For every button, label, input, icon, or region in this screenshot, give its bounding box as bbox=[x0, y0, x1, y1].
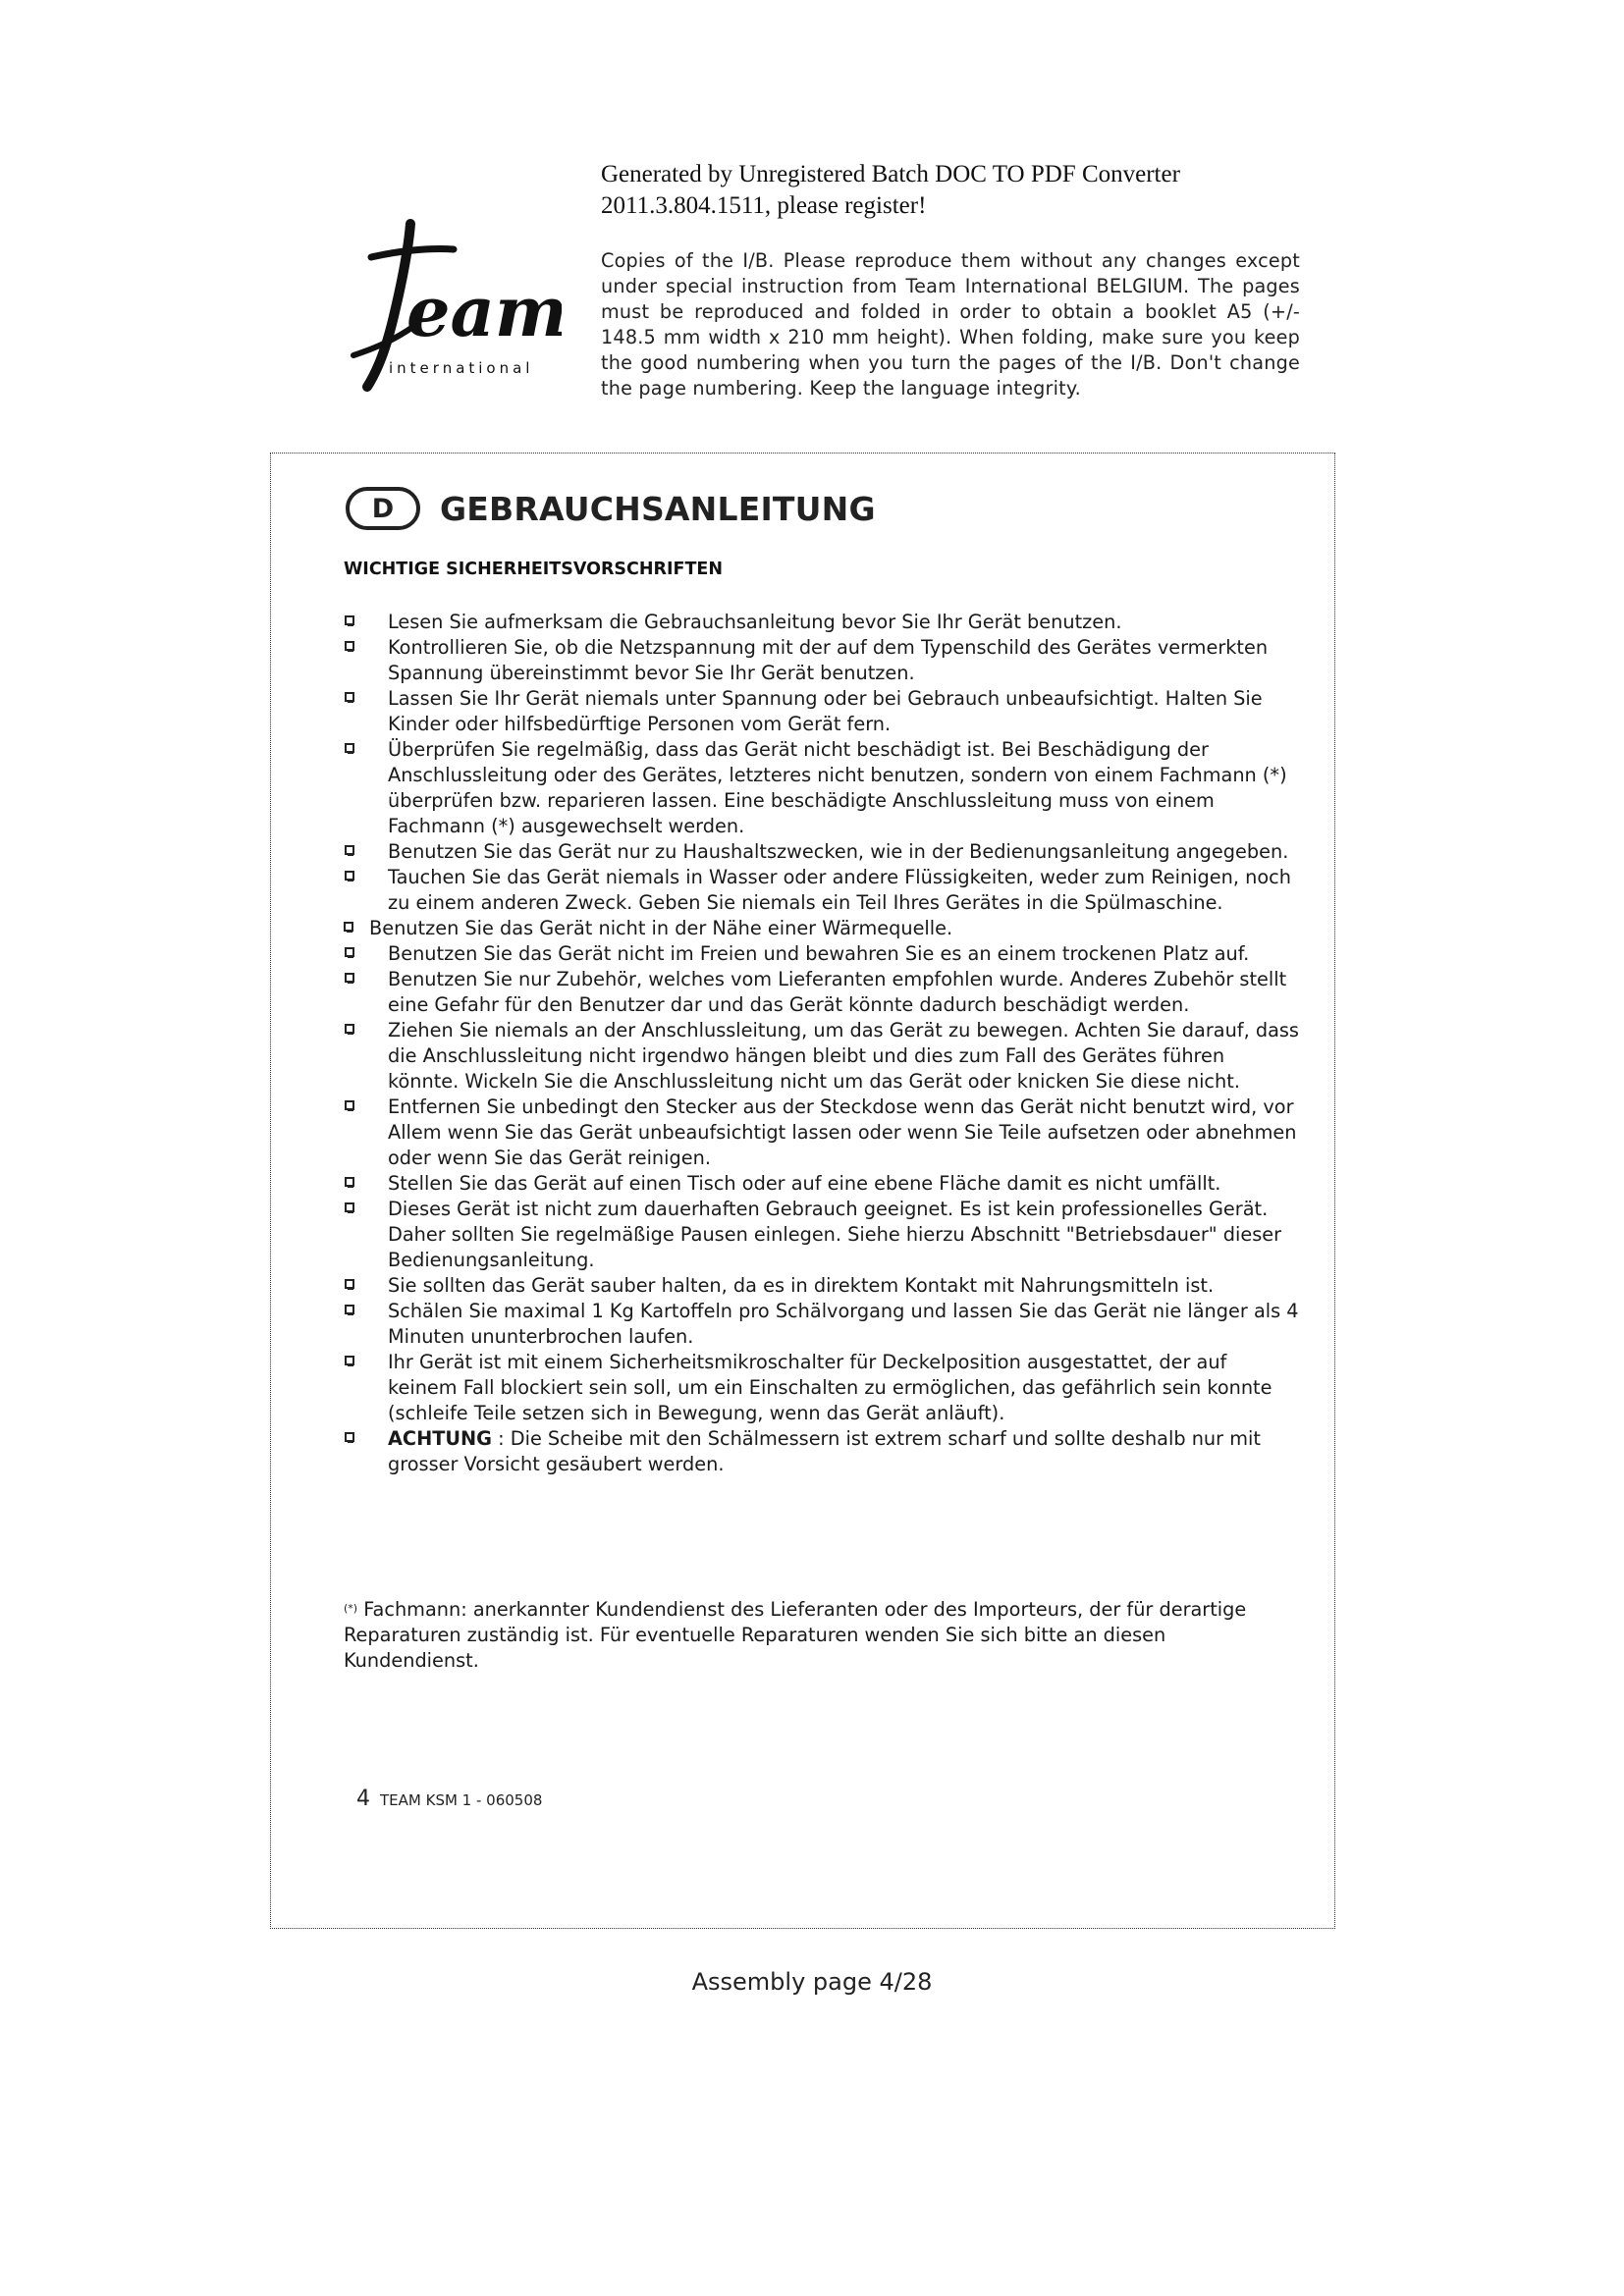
reproduction-instructions: Copies of the I/B. Please reproduce them without any changes except under special instruction from Team International BELGIUM. The pages must be reproduced and folded in order to obtain a booklet A5 (+/- 148.5 mm width x 210 mm height). When folding, make sure you keep the good numbering when you turn the pages of the I/B. Don't change the page numbering. Keep the language integrity. bbox=[601, 249, 1300, 400]
page-footer bbox=[356, 1787, 542, 1811]
checkbox-bullet-icon bbox=[345, 1432, 354, 1442]
checkbox-bullet-icon bbox=[345, 1356, 354, 1365]
list-item bbox=[344, 1171, 1301, 1197]
checkbox-bullet-icon bbox=[345, 615, 354, 625]
checkbox-bullet-icon bbox=[345, 973, 354, 983]
list-item-text: Tauchen Sie das Gerät niemals in Wasser oder andere Flüssigkeiten, weder zum Reinigen, noch zu einem anderen Zweck. Geben Sie niemals ein Teil Ihres Gerätes in die Spülmaschine. bbox=[388, 866, 1291, 914]
list-item bbox=[344, 1273, 1301, 1299]
list-item-text: Benutzen Sie das Gerät nicht im Freien und bewahren Sie es an einem trockenen Platz auf. bbox=[388, 942, 1250, 965]
checkbox-bullet-icon bbox=[345, 845, 354, 855]
list-item bbox=[344, 1426, 1301, 1477]
list-item-text: : Die Scheibe mit den Schälmessern ist extrem scharf und sollte deshalb nur mit grosser Vorsicht gesäubert werden. bbox=[388, 1427, 1261, 1475]
list-item bbox=[344, 916, 1301, 941]
list-item-text: Kontrollieren Sie, ob die Netzspannung mit der auf dem Typenschild des Gerätes vermerkten Spannung übereinstimmt bevor Sie Ihr Gerät benutzen. bbox=[388, 636, 1269, 684]
list-item-text: Schälen Sie maximal 1 Kg Kartoffeln pro Schälvorgang und lassen Sie das Gerät nie länger als 4 Minuten ununterbrochen laufen. bbox=[388, 1300, 1299, 1348]
footnote bbox=[344, 1597, 1301, 1674]
list-item bbox=[344, 610, 1301, 635]
list-item bbox=[344, 839, 1301, 865]
checkbox-bullet-icon bbox=[345, 1202, 354, 1212]
list-item-text: Überprüfen Sie regelmäßig, dass das Gerät nicht beschädigt ist. Bei Beschädigung der Anschlussleitung oder des Gerätes, letzteres nicht benutzen, sondern von einem Fachmann (*) überprüfen bzw. reparieren lassen. Eine beschädigte Anschlussleitung muss von einem Fachmann (*) ausgewechselt werden. bbox=[388, 738, 1287, 837]
footnote-marker: (*) bbox=[344, 1602, 358, 1615]
list-item bbox=[344, 1197, 1301, 1273]
list-item-text: Entfernen Sie unbedingt den Stecker aus der Steckdose wenn das Gerät nicht benutzt wird, vor Allem wenn Sie das Gerät unbeaufsichtigt lassen oder wenn Sie Teile aufsetzen oder abnehmen oder wenn Sie das Gerät reinigen. bbox=[388, 1095, 1297, 1169]
checkbox-bullet-icon bbox=[345, 1279, 354, 1289]
team-logo bbox=[338, 218, 562, 395]
list-item-text: Benutzen Sie nur Zubehör, welches vom Lieferanten empfohlen wurde. Anderes Zubehör stellt eine Gefahr für den Benutzer dar und das Gerät könnte dadurch beschädigt werden. bbox=[388, 968, 1287, 1016]
checkbox-bullet-icon bbox=[345, 1024, 354, 1034]
checkbox-bullet-icon bbox=[345, 743, 354, 753]
footnote-text: Fachmann: anerkannter Kundendienst des Lieferanten oder des Importeurs, der für derartige Reparaturen zuständig ist. Für eventuelle Reparaturen wenden Sie sich bitte an diesen Kundendienst. bbox=[344, 1598, 1247, 1672]
checkbox-bullet-icon bbox=[344, 922, 353, 932]
model-code: TEAM KSM 1 - 060508 bbox=[380, 1791, 543, 1809]
checkbox-bullet-icon bbox=[345, 1177, 354, 1187]
logo-subtitle: international bbox=[389, 359, 534, 377]
list-item-text: Stellen Sie das Gerät auf einen Tisch oder auf eine ebene Fläche damit es nicht umfällt. bbox=[388, 1172, 1221, 1195]
checkbox-bullet-icon bbox=[345, 1100, 354, 1110]
list-item-text: Lassen Sie Ihr Gerät niemals unter Spannung oder bei Gebrauch unbeaufsichtigt. Halten Sie Kinder oder hilfsbedürftige Personen vom Gerät fern. bbox=[388, 687, 1263, 735]
section-heading bbox=[346, 487, 876, 530]
list-item bbox=[344, 686, 1301, 737]
list-item bbox=[344, 1299, 1301, 1350]
list-item-text: Ziehen Sie niemals an der Anschlussleitung, um das Gerät zu bewegen. Achten Sie darauf, dass die Anschlussleitung nicht irgendwo hängen bleibt und dies zum Fall des Gerätes führen könnte. Wickeln Sie die Anschlussleitung nicht um das Gerät oder knicken Sie diese nicht. bbox=[388, 1019, 1299, 1093]
list-item bbox=[344, 1095, 1301, 1171]
warning-label: ACHTUNG bbox=[388, 1427, 492, 1450]
checkbox-bullet-icon bbox=[345, 871, 354, 881]
safety-subheading: WICHTIGE SICHERHEITSVORSCHRIFTEN bbox=[344, 560, 724, 579]
list-item-text: Dieses Gerät ist nicht zum dauerhaften Gebrauch geeignet. Es ist kein professionelles Gerät. Daher sollten Sie regelmäßige Pausen einlegen. Siehe hierzu Abschnitt "Betriebsdauer" dieser Bedienungsanleitung. bbox=[388, 1198, 1282, 1271]
page-title: GEBRAUCHSANLEITUNG bbox=[440, 489, 876, 528]
list-item-text: Sie sollten das Gerät sauber halten, da es in direktem Kontakt mit Nahrungsmitteln ist. bbox=[388, 1274, 1215, 1297]
watermark-line-2: 2011.3.804.1511, please register! bbox=[601, 192, 927, 219]
assembly-page-label: Assembly page 4/28 bbox=[691, 1968, 933, 1996]
checkbox-bullet-icon bbox=[345, 692, 354, 702]
list-item bbox=[344, 865, 1301, 916]
list-item-text: Lesen Sie aufmerksam die Gebrauchsanleitung bevor Sie Ihr Gerät benutzen. bbox=[388, 611, 1122, 633]
watermark-notice bbox=[601, 159, 1347, 222]
page-number: 4 bbox=[356, 1787, 370, 1811]
list-item bbox=[344, 1350, 1301, 1426]
checkbox-bullet-icon bbox=[345, 1305, 354, 1314]
language-badge: D bbox=[346, 487, 420, 530]
safety-list bbox=[344, 610, 1301, 1477]
list-item bbox=[344, 941, 1301, 967]
list-item-text: Benutzen Sie das Gerät nicht in der Nähe einer Wärmequelle. bbox=[369, 917, 953, 939]
list-item bbox=[344, 967, 1301, 1018]
checkbox-bullet-icon bbox=[345, 947, 354, 957]
list-item bbox=[344, 1018, 1301, 1095]
list-item bbox=[344, 635, 1301, 686]
checkbox-bullet-icon bbox=[345, 641, 354, 651]
list-item-text: Ihr Gerät ist mit einem Sicherheitsmikroschalter für Deckelposition ausgestattet, der auf keinem Fall blockiert sein soll, um ein Einschalten zu ermöglichen, das gefährlich sein konnte (schleife Teile setzen sich in Bewegung, wenn das Gerät anläuft). bbox=[388, 1351, 1272, 1424]
svg-text:eam: eam bbox=[406, 271, 562, 352]
watermark-line-1: Generated by Unregistered Batch DOC TO PDF Converter bbox=[601, 161, 1180, 187]
list-item-text: Benutzen Sie das Gerät nur zu Haushaltszwecken, wie in der Bedienungsanleitung angegeben. bbox=[388, 840, 1289, 863]
list-item bbox=[344, 737, 1301, 839]
